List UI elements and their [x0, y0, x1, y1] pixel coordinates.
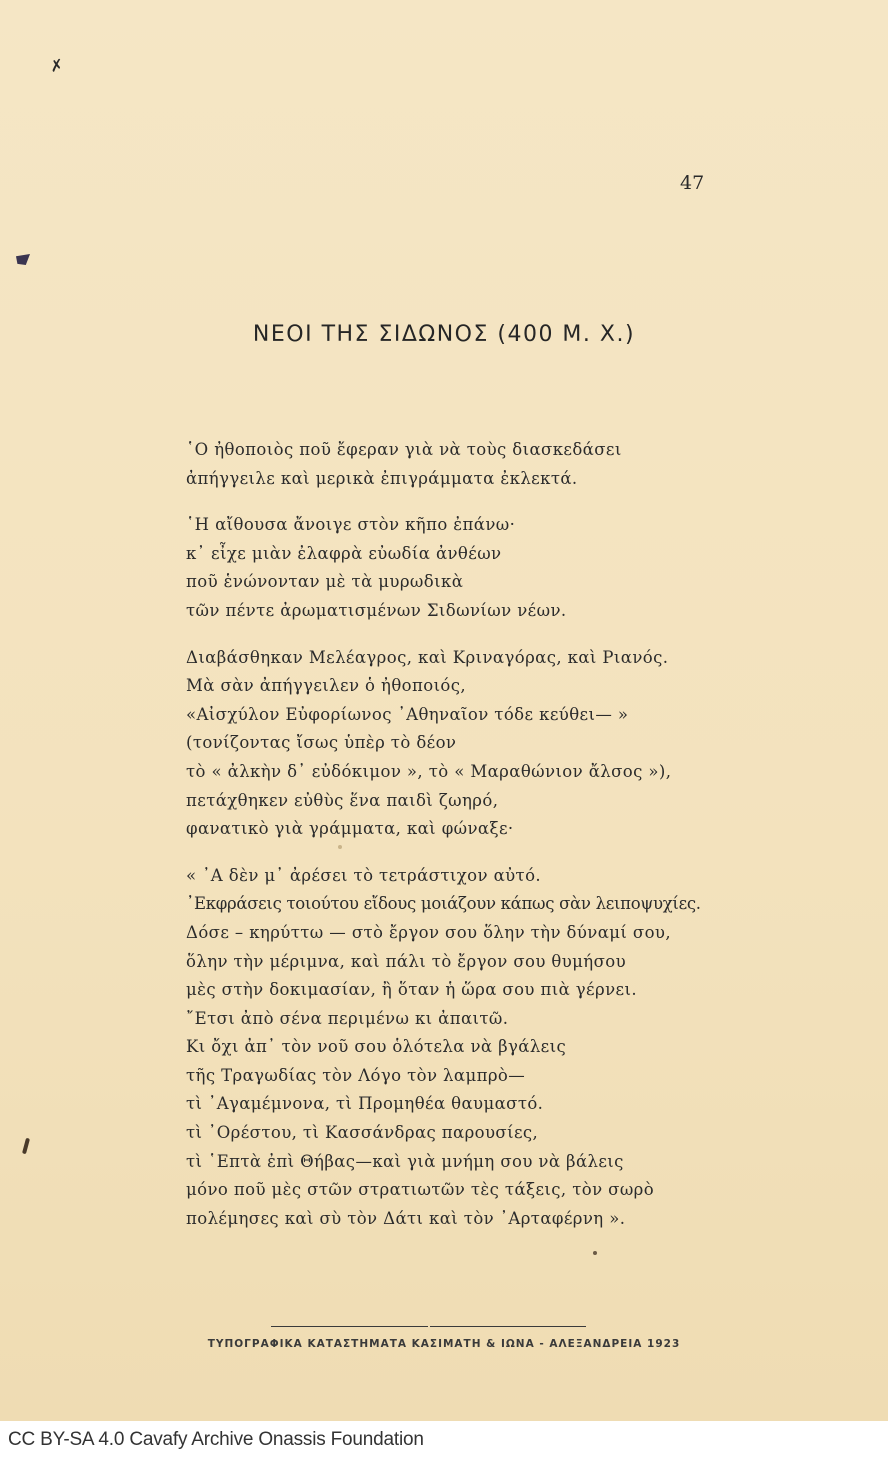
poem-line: «Αἰσχύλον Εὐφορίωνος ᾽Αθηναῖον τόδε κεύθει— » [186, 704, 629, 724]
paper-speck [593, 1251, 597, 1255]
stanza [186, 511, 701, 625]
poem-line: ᾽Εκφράσεις τοιούτου εἴδους μοιάζουν κάπως σὰν λειποψυχίες. [186, 894, 701, 914]
poem-line: τὶ ᾽Αγαμέμνονα, τὶ Προμηθέα θαυμαστό. [186, 1094, 544, 1114]
poem-line: τὶ ῾Επτὰ ἐπὶ Θήβας—καὶ γιὰ μνήμη σου νὰ βάλεις [186, 1151, 624, 1171]
poem-line: ποῦ ἑνώνονταν μὲ τὰ μυρωδικὰ [186, 572, 464, 592]
poem-line: μὲς στὴν δοκιμασίαν, ἢ ὅταν ἡ ὥρα σου πιὰ γέρνει. [186, 980, 637, 1000]
poem-line: τὸ « ἀλκὴν δ᾽ εὐδόκιμον », τὸ « Μαραθώνιον ἄλσος »), [186, 761, 672, 781]
poem-line: Μὰ σὰν ἀπήγγειλεν ὁ ἠθοποιός, [186, 676, 467, 696]
stanza [186, 644, 701, 844]
footer-rule [430, 1326, 586, 1327]
poem-title: ΝΕΟΙ ΤΗΣ ΣΙΔΩΝΟΣ (400 Μ. Χ.) [252, 322, 636, 347]
stanza [186, 436, 701, 493]
poem-line: Δόσε – κηρύττω — στὸ ἔργον σου ὅλην τὴν δύναμί σου, [186, 922, 671, 942]
stanza [186, 862, 701, 1234]
poem-line: μόνο ποῦ μὲς στῶν στρατιωτῶν τὲς τάξεις, τὸν σωρὸ [186, 1180, 655, 1200]
poem-body [186, 436, 701, 1251]
poem-line: τῶν πέντε ἀρωματισμένων Σιδωνίων νέων. [186, 600, 567, 620]
license-caption: CC BY-SA 4.0 Cavafy Archive Onassis Foundation [8, 1429, 424, 1450]
ink-mark-icon: ✗ [48, 54, 65, 77]
printer-imprint: ΤΥΠΟΓΡΑΦΙΚΑ ΚΑΤΑΣΤΗΜΑΤΑ ΚΑΣΙΜΑΤΗ & ΙΩΝΑ - ΑΛΕΞΑΝΔΡΕΙΑ 1923 [207, 1338, 681, 1350]
poem-line: τῆς Τραγωδίας τὸν Λόγο τὸν λαμπρὸ— [186, 1065, 526, 1085]
poem-line: Διαβάσθηκαν Μελέαγρος, καὶ Κριναγόρας, καὶ Ριανός. [186, 647, 669, 667]
poem-line: ἀπήγγειλε καὶ μερικὰ ἐπιγράμματα ἐκλεκτά. [186, 468, 578, 488]
poem-line: τὶ ᾽Ορέστου, τὶ Κασσάνδρας παρουσίες, [186, 1123, 539, 1143]
ink-stroke-icon [22, 1138, 30, 1154]
poem-line: (τονίζοντας ἴσως ὑπὲρ τὸ δέον [186, 733, 457, 753]
poem-line: ὅλην τὴν μέριμνα, καὶ πάλι τὸ ἔργον σου θυμήσου [186, 951, 627, 971]
poem-line: ῾Ο ἠθοποιὸς ποῦ ἔφεραν γιὰ νὰ τοὺς διασκεδάσει [186, 440, 622, 459]
poem-line: πολέμησες καὶ σὺ τὸν Δάτι καὶ τὸν ᾽Αρταφέρνη ». [186, 1208, 626, 1228]
poem-line: πετάχθηκεν εὐθὺς ἕνα παιδὶ ζωηρό, [186, 790, 499, 810]
ink-blot-icon [16, 254, 30, 265]
page-number: 47 [680, 172, 705, 194]
poem-line: ῾Η αἴθουσα ἄνοιγε στὸν κῆπο ἐπάνω· [186, 515, 516, 535]
footer-rule [271, 1326, 428, 1327]
poem-line: κ᾽ εἶχε μιὰν ἐλαφρὰ εὐωδία ἀνθέων [186, 543, 502, 563]
poem-line: ῎Ετσι ἀπὸ σένα περιμένω κι ἀπαιτῶ. [186, 1008, 509, 1028]
poem-line: φανατικὸ γιὰ γράμματα, καὶ φώναξε· [186, 819, 514, 839]
poem-line: Κι ὄχι ἀπ᾽ τὸν νοῦ σου ὁλότελα νὰ βγάλεις [186, 1037, 567, 1057]
poem-line: « ᾽Α δὲν μ᾽ ἀρέσει τὸ τετράστιχον αὐτό. [186, 865, 542, 885]
